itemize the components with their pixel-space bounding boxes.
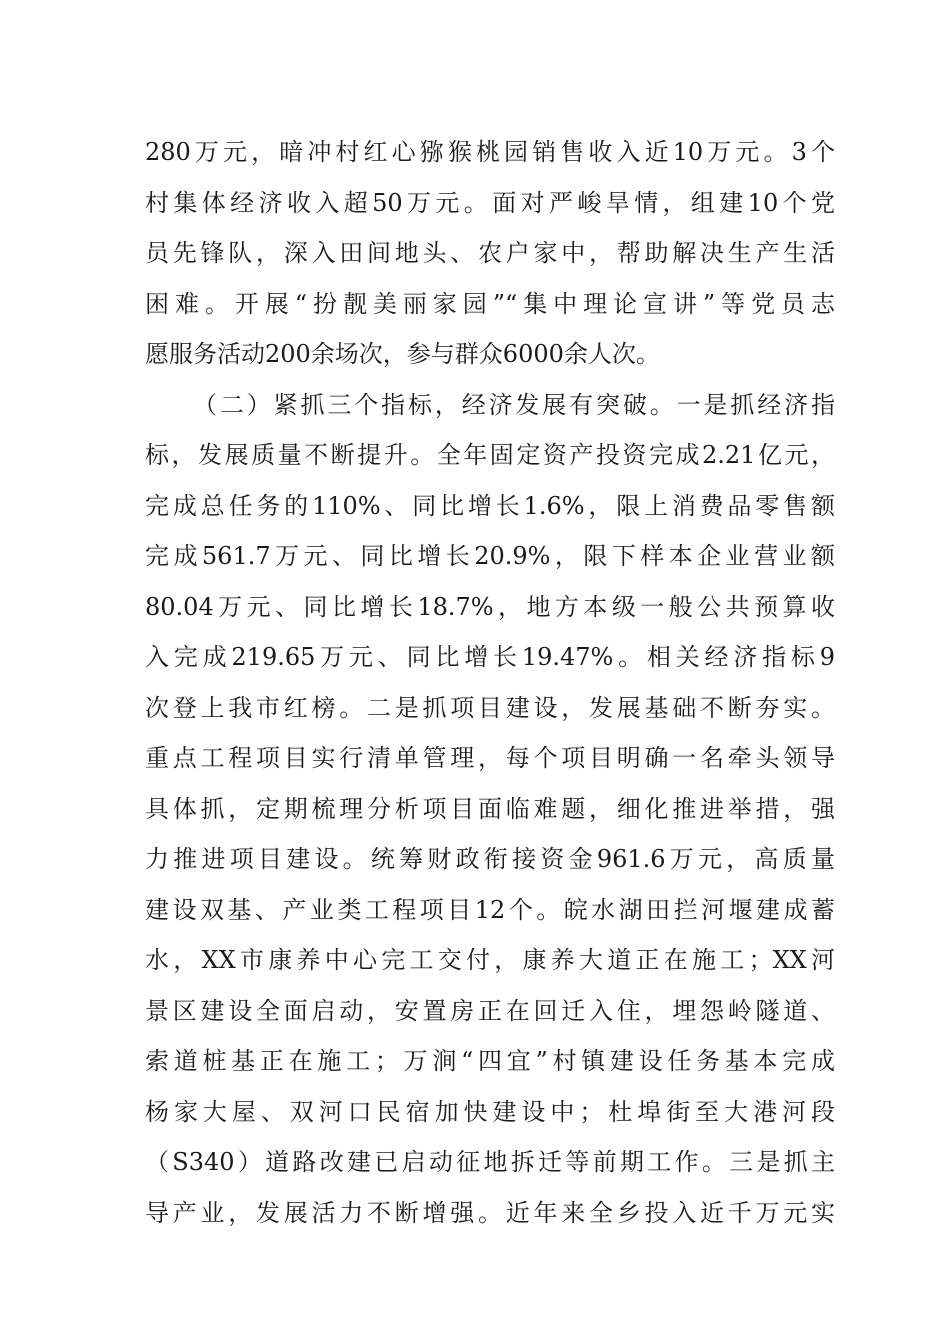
- text-line: 标，发展质量不断提升。全年固定资产投资完成2.21亿元，: [145, 441, 835, 469]
- text-line: 杨家大屋、双河口民宿加快建设中；杜埠街至大港河段: [145, 1097, 835, 1126]
- text-line: 景区建设全面启动，安置房正在回迁入住，埋怨岭隧道、: [145, 996, 835, 1025]
- text-line: 村集体经济收入超50万元。面对严峻旱情，组建10个党: [145, 188, 835, 217]
- paragraph-2: [145, 380, 835, 1239]
- text-line: 280万元，暗冲村红心猕猴桃园销售收入近10万元。3个: [145, 138, 835, 166]
- text-line: 导产业，发展活力不断增强。近年来全乡投入近千万元实: [145, 1198, 835, 1227]
- text-line: 重点工程项目实行清单管理，每个项目明确一名牵头领导: [145, 744, 835, 772]
- text-line: 入完成219.65万元、同比增长19.47%。相关经济指标9: [145, 643, 835, 671]
- text-line: 完成561.7万元、同比增长20.9%，限下样本企业营业额: [145, 542, 835, 570]
- text-line: 水，XX市康养中心完工交付，康养大道正在施工；XX河: [145, 946, 835, 974]
- body-text: [145, 127, 835, 1238]
- text-line: 80.04万元、同比增长18.7%，地方本级一般公共预算收: [145, 592, 835, 621]
- text-line: 建设双基、产业类工程项目12个。皖水湖田拦河堰建成蓄: [145, 895, 835, 924]
- text-line: 员先锋队，深入田间地头、农户家中，帮助解决生产生活: [145, 239, 835, 267]
- text-line: 次登上我市红榜。二是抓项目建设，发展基础不断夯实。: [145, 693, 835, 722]
- text-line: 完成总任务的110%、同比增长1.6%，限上消费品零售额: [145, 491, 835, 520]
- text-line: 力推进项目建设。统筹财政衔接资金961.6万元，高质量: [145, 845, 835, 873]
- text-line: 愿服务活动200余场次，参与群众6000余人次。: [145, 340, 660, 368]
- paragraph-1: [145, 127, 835, 380]
- text-line: （S340）道路改建已启动征地拆迁等前期工作。三是抓主: [145, 1148, 835, 1176]
- text-line: 索道桩基正在施工；万涧“四宜”村镇建设任务基本完成: [145, 1047, 835, 1075]
- text-line: 困难。开展“扮靓美丽家园”“集中理论宣讲”等党员志: [145, 289, 835, 318]
- text-line: 具体抓，定期梳理分析项目面临难题，细化推进举措，强: [145, 794, 835, 823]
- text-line: （二）紧抓三个指标，经济发展有突破。一是抓经济指: [193, 390, 835, 419]
